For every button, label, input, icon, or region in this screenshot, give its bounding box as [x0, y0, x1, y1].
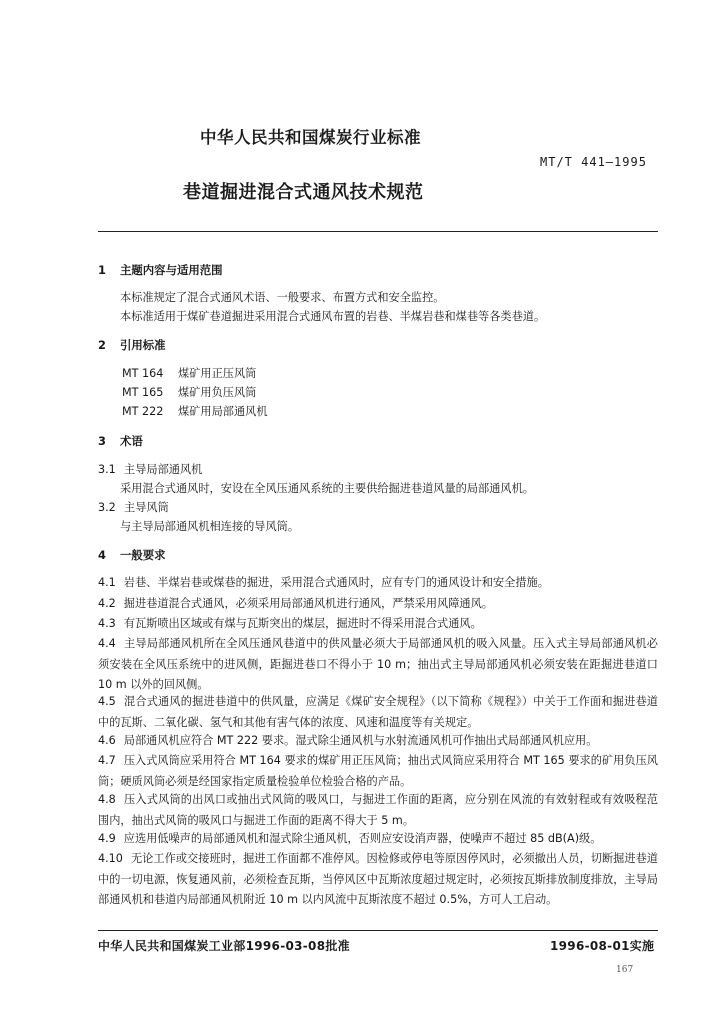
section-4-number: 4: [98, 548, 106, 562]
effective-date: 1996-08-01实施: [550, 939, 655, 953]
clause-4-6: [98, 731, 658, 752]
clause-text: 局部通风机应符合 MT 222 要求。湿式除尘通风机与水射流通风机可作抽出式局部通风机应用。: [123, 734, 598, 747]
section-1-heading: [98, 262, 223, 278]
footer-divider: [98, 930, 658, 931]
reference-item: [122, 404, 268, 420]
term-number: 3.1: [98, 463, 116, 476]
section-3-title: 术语: [120, 434, 143, 448]
section-2-heading: [98, 337, 166, 353]
clause-number: 4.5: [98, 695, 116, 708]
section-2-number: 2: [98, 338, 106, 352]
clause-number: 4.10: [98, 852, 123, 865]
issuing-body-title: 中华人民共和国煤炭行业标准: [200, 128, 421, 147]
reference-code: MT 222: [122, 405, 164, 418]
document-title: 巷道掘进混合式通风技术规范: [183, 182, 424, 203]
reference-title: 煤矿用负压风筒: [178, 386, 257, 399]
clause-text: 掘进巷道混合式通风，必须采用局部通风机进行通风，严禁采用风障通风。: [123, 597, 493, 610]
clause-number: 4.9: [98, 832, 116, 845]
reference-title: 煤矿用局部通风机: [178, 405, 268, 418]
clause-4-2: [98, 594, 658, 615]
clause-text: 压入式风筒应采用符合 MT 164 要求的煤矿用正压风筒；抽出式风筒应采用符合 MT 165 要求的矿用负压风筒；硬质风筒必须是经国家指定质量检验单位检验合格的产品。: [98, 754, 658, 788]
clause-text: 混合式通风的掘进巷道中的供风量，应满足《煤矿安全规程》（以下简称《规程》）中关于工作面和掘进巷道中的瓦斯、二氧化碳、氢气和其他有害气体的浓度、风速和温度等有关规定。: [98, 695, 658, 729]
term-number: 3.2: [98, 501, 116, 514]
section-1-para-1: 本标准规定了混合式通风术语、一般要求、布置方式和安全监控。: [120, 291, 445, 304]
term-3-2-definition: 与主导局部通风机相连接的导风筒。: [120, 520, 300, 533]
standard-code: MT/T 441—1995: [540, 155, 647, 169]
clause-number: 4.1: [98, 576, 116, 589]
reference-item: [122, 385, 256, 401]
clause-4-8: [98, 790, 658, 831]
clause-text: 主导局部通风机所在全风压通风巷道中的供风量必须大于局部通风机的吸入风量。压入式主导局部通风机必须安装在全风压系统中的进风侧，距掘进巷口不得小于 10 m；抽出式主导局部通风机必须安装在距掘进巷道口 10 m 以外的回风侧。: [98, 637, 658, 691]
section-4-heading: [98, 547, 166, 563]
section-1-number: 1: [98, 263, 106, 277]
clause-number: 4.8: [98, 793, 116, 806]
term-3-1: [98, 462, 202, 478]
clause-text: 压入式风筒的出风口或抽出式风筒的吸风口，与掘进工作面的距离，应分别在风流的有效射程或有效吸程范围内，抽出式风筒的吸风口与掘进工作面的距离不得大于 5 m。: [98, 793, 658, 827]
clause-4-10: [98, 849, 658, 911]
clause-number: 4.7: [98, 754, 116, 767]
clause-4-5: [98, 692, 658, 733]
clause-4-3: [98, 614, 658, 635]
section-1-para-2: 本标准适用于煤矿巷道掘进采用混合式通风布置的岩巷、半煤岩巷和煤巷等各类巷道。: [120, 310, 546, 323]
clause-number: 4.3: [98, 617, 116, 630]
clause-4-4: [98, 634, 658, 696]
term-name: 主导局部通风机: [124, 463, 203, 476]
clause-4-7: [98, 751, 658, 792]
clause-text: 有瓦斯喷出区域或有煤与瓦斯突出的煤层，掘进时不得采用混合式通风。: [123, 617, 482, 630]
clause-4-9: [98, 829, 658, 850]
clause-number: 4.2: [98, 597, 116, 610]
reference-item: [122, 366, 256, 382]
section-2-title: 引用标准: [120, 338, 166, 352]
section-1-title: 主题内容与适用范围: [120, 263, 223, 277]
term-name: 主导风筒: [124, 501, 169, 514]
clause-number: 4.6: [98, 734, 116, 747]
page-number: 167: [616, 965, 634, 975]
reference-code: MT 164: [122, 367, 164, 380]
section-4-title: 一般要求: [120, 548, 166, 562]
term-3-2: [98, 500, 169, 516]
section-3-heading: [98, 433, 143, 449]
clause-text: 无论工作或交接班时，掘进工作面都不准停风。因检修或停电等原因停风时，必须撤出人员，切断掘进巷道中的一切电源，恢复通风前，必须检查瓦斯，当停风区中瓦斯浓度超过规定时，必须按瓦斯排放制度排放，主导局部通风机和巷道内局部通风机附近 10 m 以内风流中瓦斯浓度不超过 0.5%，方可人工启动。: [98, 852, 658, 906]
reference-code: MT 165: [122, 386, 164, 399]
clause-number: 4.4: [98, 637, 116, 650]
approval-statement: 中华人民共和国煤炭工业部1996-03-08批准: [98, 939, 350, 953]
reference-title: 煤矿用正压风筒: [178, 367, 257, 380]
clause-text: 应选用低噪声的局部通风机和湿式除尘通风机，否则应安设消声器，使噪声不超过 85 dB(A)级。: [123, 832, 602, 845]
clause-text: 岩巷、半煤岩巷或煤巷的掘进，采用混合式通风时，应有专门的通风设计和安全措施。: [123, 576, 549, 589]
clause-4-1: [98, 573, 658, 594]
header-divider: [98, 231, 658, 232]
section-3-number: 3: [98, 434, 106, 448]
term-3-1-definition: 采用混合式通风时，安设在全风压通风系统的主要供给掘进巷道风量的局部通风机。: [120, 482, 534, 495]
